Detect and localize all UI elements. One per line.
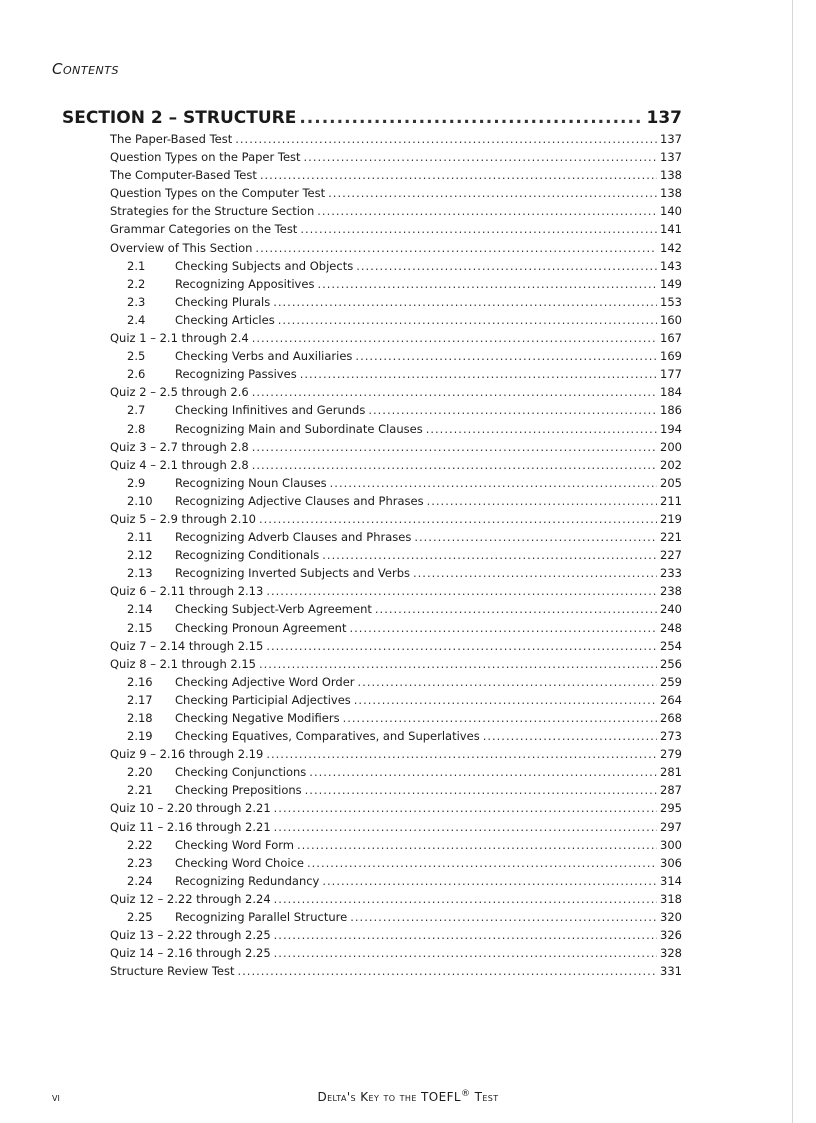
toc-entry[interactable] — [62, 657, 682, 675]
dot-leader — [354, 693, 657, 707]
entry-page: 256 — [660, 656, 682, 671]
entry-page: 143 — [660, 258, 682, 273]
entry-number: 2.18 — [127, 711, 153, 725]
entry-label: Quiz 14 – 2.16 through 2.25 — [110, 946, 271, 961]
toc-entry[interactable] — [62, 584, 682, 602]
section-page: 137 — [646, 108, 682, 128]
page-edge-rule — [792, 0, 793, 1123]
dot-leader — [259, 512, 657, 526]
entry-label: Quiz 10 – 2.20 through 2.21 — [110, 801, 271, 816]
entry-label: Recognizing Parallel Structure — [175, 910, 348, 925]
dot-leader — [317, 204, 657, 218]
entry-page: 314 — [660, 873, 682, 888]
dot-leader — [317, 277, 657, 291]
entry-page: 233 — [660, 566, 682, 581]
entry-page: 169 — [660, 349, 682, 364]
dot-leader — [368, 403, 657, 417]
toc-entry[interactable] — [62, 693, 682, 711]
dot-leader — [304, 150, 658, 164]
entry-page: 205 — [660, 475, 682, 490]
entry-page: 202 — [660, 457, 682, 472]
entry-label: Checking Equatives, Comparatives, and Superlatives — [175, 729, 480, 744]
entry-label: Checking Subjects and Objects — [175, 258, 354, 273]
toc-entry[interactable] — [62, 621, 682, 639]
dot-leader — [343, 711, 657, 725]
entry-page: 138 — [660, 186, 682, 201]
entry-label: Recognizing Redundancy — [175, 873, 320, 888]
toc-entry[interactable] — [62, 313, 682, 331]
toc-entry[interactable] — [62, 403, 682, 421]
toc-entry[interactable] — [62, 729, 682, 747]
entry-label: Question Types on the Paper Test — [110, 150, 301, 165]
toc-entry[interactable] — [62, 295, 682, 313]
dot-leader — [252, 385, 657, 399]
entry-number: 2.23 — [127, 855, 153, 870]
dot-leader — [297, 838, 657, 852]
toc-entry[interactable] — [62, 349, 682, 367]
entry-page: 279 — [660, 747, 682, 762]
entry-page: 219 — [660, 511, 682, 526]
entry-number: 2.2 — [127, 276, 146, 291]
dot-leader — [350, 910, 657, 924]
entry-page: 137 — [660, 150, 682, 165]
entry-label: Checking Prepositions — [175, 783, 302, 798]
dot-leader — [273, 295, 657, 309]
entry-label: Checking Verbs and Auxiliaries — [175, 349, 353, 364]
entry-label: Quiz 3 – 2.7 through 2.8 — [110, 439, 249, 454]
entry-label: Recognizing Adjective Clauses and Phrases — [175, 493, 424, 508]
entry-number: 2.12 — [127, 548, 153, 563]
footer-book-title — [0, 1089, 816, 1104]
dot-leader — [266, 639, 657, 653]
entry-number: 2.17 — [127, 692, 153, 707]
toc-entry[interactable] — [62, 675, 682, 693]
entry-page: 300 — [660, 837, 682, 852]
toc-entry[interactable] — [62, 385, 682, 403]
entry-label: Checking Conjunctions — [175, 765, 307, 780]
entry-page: 326 — [660, 928, 682, 943]
entry-number: 2.10 — [127, 493, 153, 508]
entry-page: 227 — [660, 548, 682, 563]
dot-leader — [299, 108, 643, 128]
toc-entry[interactable] — [62, 874, 682, 892]
entry-number: 2.21 — [127, 783, 153, 798]
toc-entry[interactable] — [62, 440, 682, 458]
dot-leader — [274, 946, 657, 960]
dot-leader — [355, 349, 657, 363]
toc-entry[interactable] — [62, 765, 682, 783]
entry-label: Quiz 11 – 2.16 through 2.21 — [110, 819, 271, 834]
dot-leader — [237, 964, 657, 978]
entry-label: The Paper-Based Test — [110, 132, 233, 146]
dot-leader — [300, 367, 657, 381]
entry-page: 153 — [660, 294, 682, 309]
dot-leader — [414, 530, 657, 544]
dot-leader — [427, 494, 657, 508]
entry-label: Quiz 6 – 2.11 through 2.13 — [110, 584, 264, 599]
entry-label: Quiz 1 – 2.1 through 2.4 — [110, 331, 249, 346]
entry-label: Quiz 5 – 2.9 through 2.10 — [110, 511, 256, 526]
entry-label: Recognizing Conditionals — [175, 548, 320, 563]
dot-leader — [328, 186, 657, 200]
entry-page: 160 — [660, 312, 682, 327]
toc-entry[interactable] — [62, 367, 682, 385]
dot-leader — [426, 422, 657, 436]
entry-label: Recognizing Inverted Subjects and Verbs — [175, 566, 410, 581]
dot-leader — [274, 801, 657, 815]
entry-number: 2.8 — [127, 421, 146, 436]
entry-number: 2.16 — [127, 674, 153, 689]
entry-number: 2.3 — [127, 294, 146, 309]
entry-label: Quiz 4 – 2.1 through 2.8 — [110, 457, 249, 472]
entry-page: 240 — [660, 602, 682, 617]
dot-leader — [274, 820, 657, 834]
dot-leader — [259, 657, 657, 671]
entry-number: 2.13 — [127, 566, 153, 581]
table-of-contents — [62, 108, 682, 982]
toc-entry[interactable] — [62, 910, 682, 928]
entry-label: Checking Subject-Verb Agreement — [175, 602, 372, 617]
toc-entry[interactable] — [62, 241, 682, 259]
toc-entry[interactable] — [62, 512, 682, 530]
entry-page: 273 — [660, 729, 682, 744]
entry-number: 2.14 — [127, 602, 153, 617]
entry-label: Structure Review Test — [110, 964, 235, 979]
toc-entry[interactable] — [62, 476, 682, 494]
dot-leader — [260, 168, 657, 182]
toc-entry[interactable] — [62, 422, 682, 440]
footer-page-number: vi — [52, 1090, 60, 1104]
dot-leader — [252, 440, 657, 454]
footer-title-prefix: Delta's Key to the TOEFL — [317, 1090, 461, 1104]
dot-leader — [305, 783, 657, 797]
entry-label: Quiz 8 – 2.1 through 2.15 — [110, 656, 256, 671]
entry-label: Checking Negative Modifiers — [175, 711, 340, 725]
entry-number: 2.15 — [127, 620, 153, 635]
entry-label: Grammar Categories on the Test — [110, 222, 298, 237]
entry-number: 2.1 — [127, 258, 146, 273]
entry-label: Checking Pronoun Agreement — [175, 620, 347, 635]
entry-label: Checking Word Form — [175, 837, 294, 852]
entry-label: Checking Adjective Word Order — [175, 674, 355, 689]
entry-page: 306 — [660, 855, 682, 870]
entry-page: 186 — [660, 403, 682, 418]
entry-number: 2.6 — [127, 367, 146, 382]
dot-leader — [300, 222, 657, 236]
entry-label: Recognizing Appositives — [175, 276, 315, 291]
toc-entry[interactable] — [62, 186, 682, 204]
entry-number: 2.5 — [127, 349, 146, 364]
entry-number: 2.9 — [127, 475, 146, 490]
toc-entry[interactable] — [62, 331, 682, 349]
toc-entry[interactable] — [62, 639, 682, 657]
toc-entry[interactable] — [62, 150, 682, 168]
toc-entry[interactable] — [62, 132, 682, 150]
toc-entry[interactable] — [62, 530, 682, 548]
entry-page: 194 — [660, 421, 682, 436]
toc-entry[interactable] — [62, 856, 682, 874]
entry-label: Recognizing Passives — [175, 367, 297, 382]
entry-number: 2.20 — [127, 765, 153, 780]
entry-page: 177 — [660, 367, 682, 382]
entry-label: Checking Plurals — [175, 294, 271, 309]
dot-leader — [266, 584, 657, 598]
entry-page: 259 — [660, 674, 682, 689]
toc-entries — [62, 132, 682, 982]
entry-page: 138 — [660, 168, 682, 183]
entry-number: 2.7 — [127, 403, 146, 418]
entry-label: Overview of This Section — [110, 240, 253, 255]
dot-leader — [309, 765, 657, 779]
dot-leader — [266, 747, 657, 761]
dot-leader — [255, 241, 657, 255]
entry-page: 331 — [660, 964, 682, 979]
entry-number: 2.4 — [127, 312, 146, 327]
dot-leader — [274, 928, 657, 942]
dot-leader — [322, 874, 657, 888]
toc-entry[interactable] — [62, 892, 682, 910]
toc-entry[interactable] — [62, 747, 682, 765]
toc-entry[interactable] — [62, 838, 682, 856]
dot-leader — [375, 602, 657, 616]
toc-entry[interactable] — [62, 566, 682, 584]
dot-leader — [252, 331, 657, 345]
entry-number: 2.24 — [127, 873, 153, 888]
dot-leader — [413, 566, 657, 580]
entry-page: 295 — [660, 801, 682, 816]
entry-page: 140 — [660, 204, 682, 219]
toc-entry[interactable] — [62, 548, 682, 566]
entry-label: Question Types on the Computer Test — [110, 186, 326, 201]
entry-label: Recognizing Noun Clauses — [175, 475, 327, 490]
section-title: SECTION 2 – STRUCTURE — [62, 108, 297, 128]
entry-label: Quiz 7 – 2.14 through 2.15 — [110, 638, 264, 653]
entry-page: 328 — [660, 946, 682, 961]
dot-leader — [274, 892, 657, 906]
section-heading[interactable] — [62, 108, 682, 130]
entry-page: 238 — [660, 584, 682, 599]
toc-entry[interactable] — [62, 458, 682, 476]
entry-page: 141 — [660, 222, 682, 237]
toc-entry[interactable] — [62, 946, 682, 964]
toc-entry[interactable] — [62, 494, 682, 512]
toc-entry[interactable] — [62, 964, 682, 982]
entry-page: 281 — [660, 765, 682, 780]
entry-label: Checking Word Choice — [175, 855, 304, 870]
entry-label: The Computer-Based Test — [110, 168, 257, 183]
entry-page: 184 — [660, 385, 682, 400]
entry-number: 2.25 — [127, 910, 153, 925]
toc-entry[interactable] — [62, 277, 682, 295]
toc-entry[interactable] — [62, 928, 682, 946]
dot-leader — [330, 476, 657, 490]
entry-number: 2.22 — [127, 837, 153, 852]
entry-label: Strategies for the Structure Section — [110, 204, 315, 219]
dot-leader — [252, 458, 657, 472]
entry-page: 167 — [660, 331, 682, 346]
entry-number: 2.11 — [127, 530, 153, 545]
dot-leader — [349, 621, 657, 635]
dot-leader — [235, 132, 657, 146]
entry-page: 320 — [660, 910, 682, 925]
entry-label: Checking Participial Adjectives — [175, 692, 351, 707]
entry-page: 318 — [660, 891, 682, 906]
entry-label: Quiz 9 – 2.16 through 2.19 — [110, 747, 264, 762]
entry-page: 221 — [660, 530, 682, 545]
entry-number: 2.19 — [127, 729, 153, 744]
entry-page: 287 — [660, 783, 682, 798]
dot-leader — [278, 313, 657, 327]
toc-entry[interactable] — [62, 820, 682, 838]
entry-label: Quiz 12 – 2.22 through 2.24 — [110, 891, 271, 906]
entry-page: 149 — [660, 276, 682, 291]
toc-entry[interactable] — [62, 222, 682, 240]
toc-entry[interactable] — [62, 204, 682, 222]
entry-page: 268 — [660, 711, 682, 725]
entry-label: Recognizing Adverb Clauses and Phrases — [175, 530, 412, 545]
running-header: Contents — [52, 60, 119, 78]
dot-leader — [483, 729, 657, 743]
toc-entry[interactable] — [62, 602, 682, 620]
registered-mark: ® — [460, 1089, 471, 1099]
entry-page: 248 — [660, 620, 682, 635]
entry-label: Checking Infinitives and Gerunds — [175, 403, 366, 418]
entry-label: Recognizing Main and Subordinate Clauses — [175, 421, 423, 436]
toc-entry[interactable] — [62, 259, 682, 277]
entry-page: 200 — [660, 439, 682, 454]
entry-label: Checking Articles — [175, 312, 275, 327]
toc-entry[interactable] — [62, 801, 682, 819]
entry-label: Quiz 2 – 2.5 through 2.6 — [110, 385, 249, 400]
entry-page: 137 — [660, 132, 682, 146]
entry-page: 254 — [660, 638, 682, 653]
entry-page: 142 — [660, 240, 682, 255]
toc-entry[interactable] — [62, 783, 682, 801]
footer-title-suffix: Test — [470, 1090, 499, 1104]
dot-leader — [307, 856, 657, 870]
toc-entry[interactable] — [62, 711, 682, 729]
entry-label: Quiz 13 – 2.22 through 2.25 — [110, 928, 271, 943]
toc-entry[interactable] — [62, 168, 682, 186]
entry-page: 264 — [660, 692, 682, 707]
entry-page: 211 — [660, 493, 682, 508]
dot-leader — [358, 675, 658, 689]
dot-leader — [356, 259, 657, 273]
dot-leader — [322, 548, 657, 562]
entry-page: 297 — [660, 819, 682, 834]
